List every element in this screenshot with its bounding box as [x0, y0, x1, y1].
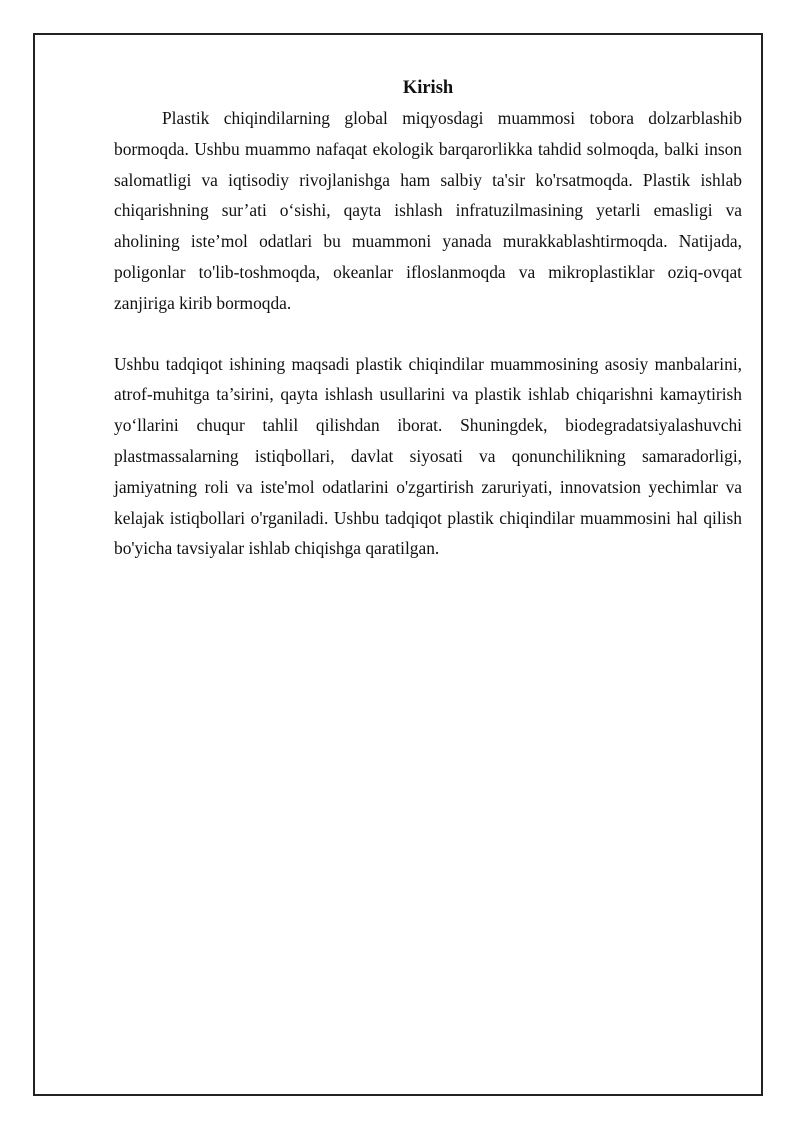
section-title: Kirish — [402, 78, 454, 98]
paragraph-spacer — [114, 319, 742, 349]
objective-paragraph: Ushbu tadqiqot ishining maqsadi plastik chiqindilar muammosining asosiy manbalarini, atrof-muhitga ta’sirini, qayta ishlash usullarini va plastik ishlab chiqarishni kamaytirish yo‘llarini chuqur tahlil qilishdan iborat. Shuningdek, biodegradatsiyalashuvchi plastmassalarning istiqbollari, davlat siyosati va qonunchilikning samaradorligi, jamiyatning roli va iste'mol odatlarini o'zgartirish zaruriyati, innovatsion yechimlar va kelajak istiqbollari o'rganiladi. Ushbu tadqiqot plastik chiqindilar muammosini hal qilish bo'yicha tavsiyalar ishlab chiqishga qaratilgan. — [114, 353, 742, 559]
document-body — [114, 76, 742, 564]
intro-paragraph: Plastik chiqindilarning global miqyosdagi muammosi tobora dolzarblashib bormoqda. Ushbu muammo nafaqat ekologik barqarorlikka tahdid solmoqda, balki inson salomatligi va iqtisodiy rivojlanishga ham salbiy ta'sir ko'rsatmoqda. Plastik ishlab chiqarishning sur’ati o‘sishi, qayta ishlash infratuzilmasining yetarli emasligi va aholining iste’mol odatlari bu muammoni yanada murakkablashtirmoqda. Natijada, poligonlar to'lib-toshmoqda, okeanlar ifloslanmoqda va mikroplastiklar oziq-ovqat zanjiriga kirib bormoqda. — [114, 108, 742, 313]
